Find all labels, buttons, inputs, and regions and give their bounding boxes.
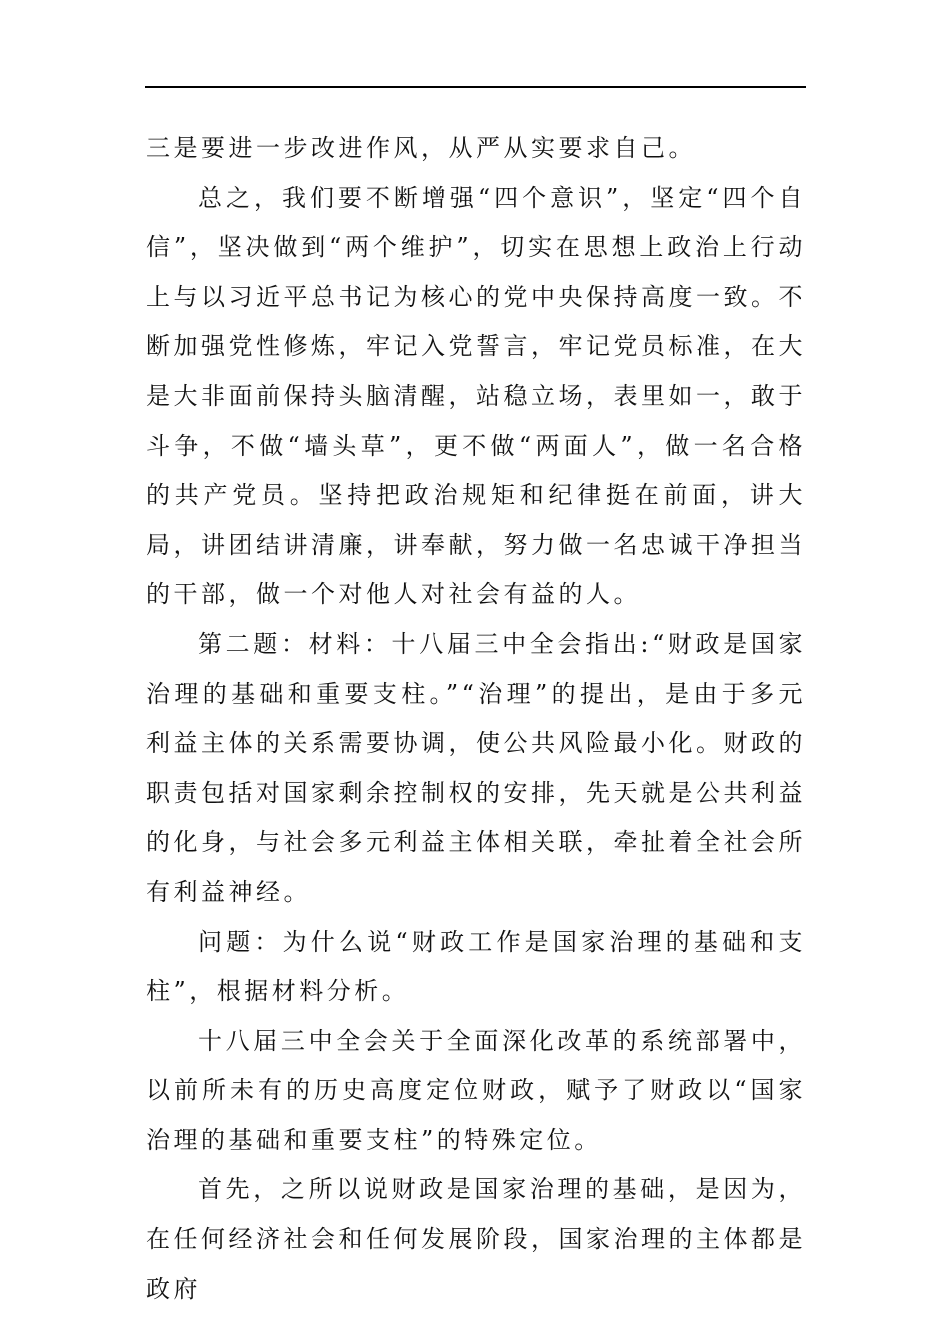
header-rule xyxy=(145,86,806,88)
paragraph-question-two-material: 第二题：材料：十八届三中全会指出:“财政是国家治理的基础和重要支柱。”“治理”的提出，是由于多元利益主体的关系需要协调，使公共风险最小化。财政的职责包括对国家剩余控制权的安排，先天就是公共利益的化身，与社会多元利益主体相关联，牵扯着全社会所有利益神经。 xyxy=(146,629,806,906)
paragraph-summary: 总之，我们要不断增强“四个意识”，坚定“四个自信”，坚决做到“两个维护”，切实在思想上政治上行动上与以习近平总书记为核心的党中央保持高度一致。不断加强党性修炼，牢记入党誓言，牢记党员标准，在大是大非面前保持头脑清醒，站稳立场，表里如一，敢于斗争，不做“墙头草”，更不做“两面人”，做一名合格的共产党员。坚持把政治规矩和纪律挺在前面，讲大局，讲团结讲清廉，讲奉献，努力做一名忠诚干净担当的干部，做一个对他人对社会有益的人。 xyxy=(146,183,806,609)
paragraph-answer-intro: 十八届三中全会关于全面深化改革的系统部署中，以前所未有的历史高度定位财政，赋予了财政以“国家治理的基础和重要支柱”的特殊定位。 xyxy=(146,1026,806,1154)
document-body xyxy=(146,124,806,1314)
paragraph-question-two-prompt: 问题：为什么说“财政工作是国家治理的基础和支柱”，根据材料分析。 xyxy=(146,927,806,1006)
paragraph-conduct-improvement: 三是要进一步改进作风，从严从实要求自己。 xyxy=(146,134,696,162)
paragraph-answer-first-point: 首先，之所以说财政是国家治理的基础，是因为，在任何经济社会和任何发展阶段，国家治理的主体都是政府 xyxy=(146,1175,806,1303)
